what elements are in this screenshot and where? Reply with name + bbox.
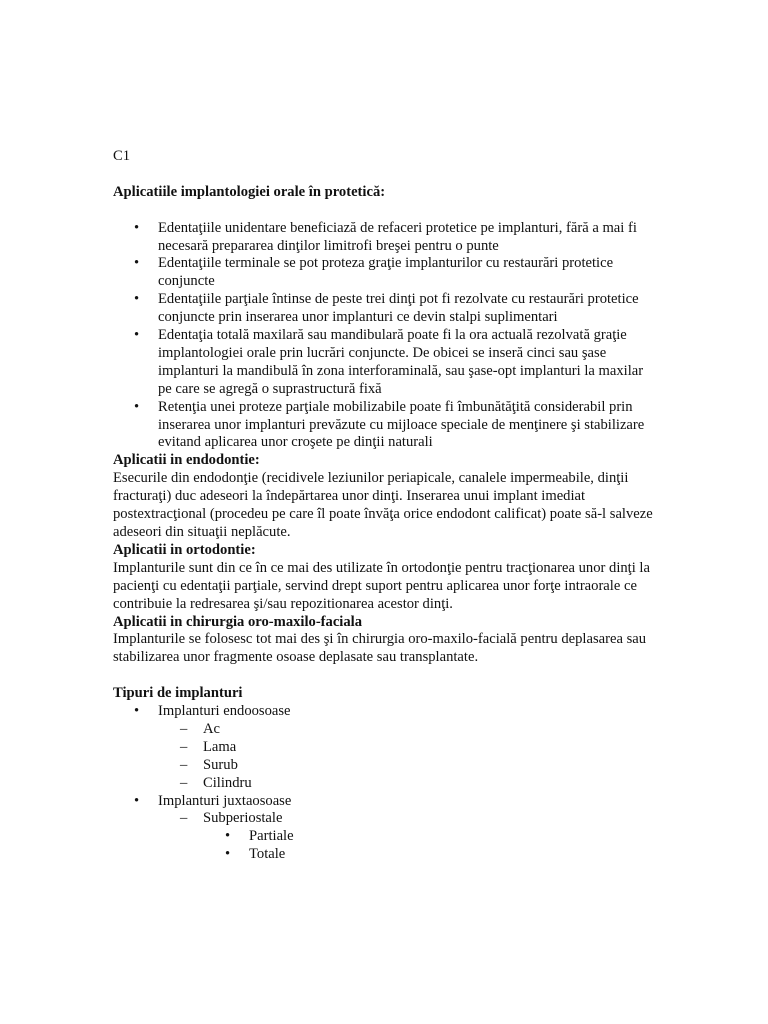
protetica-list [113, 220, 658, 453]
list-item-text: Totale [249, 846, 286, 863]
spacer [113, 202, 658, 220]
list-item-text: Partiale [249, 828, 294, 845]
list-item [113, 828, 658, 846]
tipuri-list-2 [113, 793, 658, 811]
list-item-text: Implanturi endoosoase [158, 703, 291, 720]
list-item [113, 775, 658, 793]
document-body [113, 148, 658, 864]
dash-marker: – [180, 738, 188, 755]
endo-sublist [113, 721, 658, 793]
list-item-text: Lama [203, 738, 237, 755]
paragraph-ortodontie: Implanturile sunt din ce în ce mai des utilizate în ortodonţie pentru tracţionarea unor dinţi la pacienţi cu edentaţii parţiale, servind drept suport pentru aplicarea unor forţe intraorale ce contribuie la redresarea şi/sau repozitionarea acestor dinţi. [113, 559, 650, 612]
dash-marker: – [180, 756, 188, 773]
list-item [113, 399, 658, 453]
heading-chirurgie: Aplicatii in chirurgia oro-maxilo-faciala [113, 613, 363, 630]
heading-endodontie: Aplicatii in endodontie: [113, 452, 260, 469]
bullet-marker: • [134, 219, 140, 236]
heading-tipuri: Tipuri de implanturi [113, 685, 243, 702]
list-item-text: Edentaţia totală maxilară sau mandibulară poate fi la ora actuală rezolvată graţie implantologiei orale prin lucrări conjuncte. De obicei se inseră cinci sau şase implanturi la mandibulă în zona interforaminală, sau şase-opt implanturi la maxilar pe care se agregă o suprastructură fixă [158, 327, 644, 397]
spacer [113, 166, 658, 184]
list-item [113, 810, 658, 828]
list-item [113, 739, 658, 757]
bullet-marker: • [225, 846, 231, 863]
list-item [113, 291, 658, 327]
list-item-text: Edentaţiile unidentare beneficiază de refaceri protetice pe implanturi, fără a mai fi necesară prepararea dinţilor limitrofi breşei pentru o punte [158, 219, 637, 254]
list-item-text: Ac [203, 720, 221, 737]
bullet-marker: • [134, 792, 140, 809]
list-item-text: Cilindru [203, 774, 252, 791]
spacer [113, 667, 658, 685]
list-item-text: Edentaţiile terminale se pot proteza graţie implanturilor cu restaurări protetice conjuncte [158, 255, 614, 290]
bullet-marker: • [134, 255, 140, 272]
list-item-text: Retenţia unei proteze parţiale mobilizabile poate fi îmbunătăţită considerabil prin inserarea unor implanturi prevăzute cu mijloace speciale de menţinere şi stabilizare evitand aplicarea unor croşete pe dinţii naturali [158, 398, 645, 451]
subperiostale-sublist [113, 828, 658, 864]
dash-marker: – [180, 720, 188, 737]
juxta-sublist [113, 810, 658, 828]
list-item [113, 327, 658, 399]
list-item [113, 793, 658, 811]
dash-marker: – [180, 774, 188, 791]
list-item [113, 255, 658, 291]
heading-ortodontie: Aplicatii in ortodontie: [113, 541, 256, 558]
list-item-text: Implanturi juxtaosoase [158, 792, 292, 809]
dash-marker: – [180, 810, 188, 827]
tipuri-list [113, 703, 658, 721]
bullet-marker: • [225, 828, 231, 845]
bullet-marker: • [134, 327, 140, 344]
list-item [113, 846, 658, 864]
heading-protetica: Aplicatiile implantologiei orale în protetică: [113, 183, 386, 200]
list-item-text: Subperiostale [203, 810, 283, 827]
document-code: C1 [113, 148, 131, 164]
paragraph-endodontie: Esecurile din endodonţie (recidivele leziunilor periapicale, canalele impermeabile, dinţii fracturaţi) duc adeseori la îndepărtarea unor dinţi. Inserarea unui implant imediat postextracţional (procedeu pe care îl poate învăţa orice endodont calificat) poate să-l salveze adeseori din situaţii neplăcute. [113, 470, 653, 540]
list-item-text: Edentaţiile parţiale întinse de peste trei dinţi pot fi rezolvate cu restaurări protetice conjuncte prin inserarea unor implanturi ce devin stalpi suplimentari [158, 291, 639, 326]
list-item [113, 703, 658, 721]
bullet-marker: • [134, 398, 140, 415]
paragraph-chirurgie: Implanturile se folosesc tot mai des şi în chirurgia oro-maxilo-facială pentru deplasarea sau stabilizarea unor fragmente osoase deplasate sau transplantate. [113, 631, 647, 666]
list-item [113, 721, 658, 739]
bullet-marker: • [134, 291, 140, 308]
list-item [113, 757, 658, 775]
bullet-marker: • [134, 703, 140, 720]
list-item [113, 220, 658, 256]
list-item-text: Surub [203, 756, 238, 773]
